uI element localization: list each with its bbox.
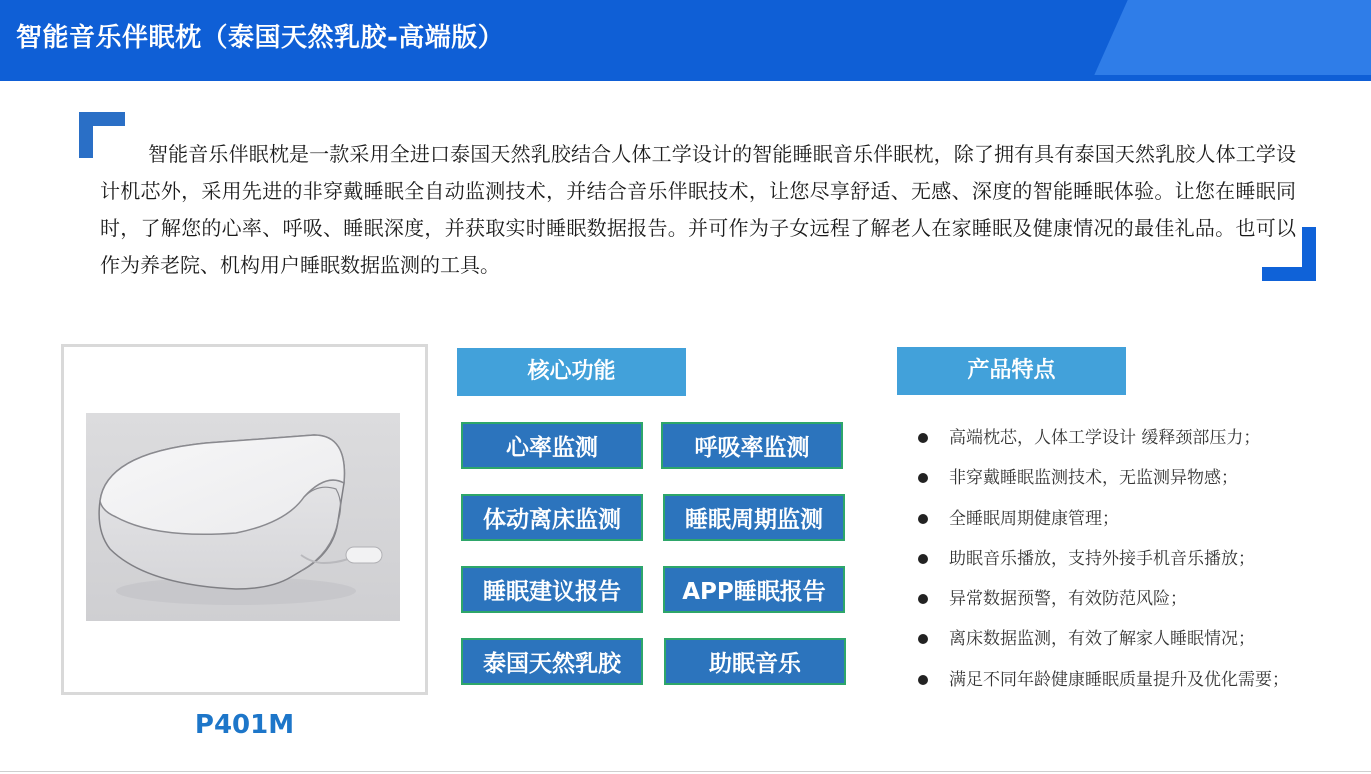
feature-text: 全睡眠周期健康管理； [949, 508, 1119, 529]
pillow-illustration [86, 413, 400, 621]
product-image [86, 413, 400, 621]
list-item [918, 499, 1289, 539]
list-item [918, 539, 1289, 579]
core-function-box [663, 566, 845, 613]
list-item [918, 579, 1289, 619]
bullet-dot-icon [918, 634, 928, 644]
core-function-label: 呼吸率监测 [694, 435, 810, 461]
features-list [918, 418, 1289, 700]
bullet-dot-icon [918, 554, 928, 564]
core-function-box [461, 638, 643, 685]
core-function-box [663, 494, 845, 541]
feature-text: 非穿戴睡眠监测技术，无监测异物感； [949, 468, 1238, 489]
list-item [918, 619, 1289, 659]
core-function-label: 体动离床监测 [483, 507, 621, 533]
product-model: P401M [194, 710, 295, 740]
core-function-label: 泰国天然乳胶 [483, 651, 621, 677]
bullet-dot-icon [918, 433, 928, 443]
list-item [918, 418, 1289, 458]
core-function-label: APP睡眠报告 [682, 579, 826, 605]
bullet-dot-icon [918, 594, 928, 604]
product-features-title: 产品特点 [897, 347, 1126, 395]
feature-text: 异常数据预警，有效防范风险； [949, 589, 1187, 610]
feature-text: 满足不同年龄健康睡眠质量提升及优化需要； [949, 669, 1289, 690]
core-function-box [461, 494, 643, 541]
core-functions-title: 核心功能 [457, 348, 686, 396]
page-title: 智能音乐伴眠枕（泰国天然乳胶-高端版） [16, 23, 505, 53]
quote-corner-bottom-right-vertical [1302, 227, 1316, 281]
bullet-dot-icon [918, 675, 928, 685]
intro-paragraph: 智能音乐伴眠枕是一款采用全进口泰国天然乳胶结合人体工学设计的智能睡眠音乐伴眠枕，除了拥有具有泰国天然乳胶人体工学设计机芯外，采用先进的非穿戴睡眠全自动监测技术，并结合音乐伴眠技术，让您尽享舒适、无感、深度的智能睡眠体验。让您在睡眠同时，了解您的心率、呼吸、睡眠深度，并获取实时睡眠数据报告。并可作为子女远程了解老人在家睡眠及健康情况的最佳礼品。也可以作为养老院、机构用户睡眠数据监测的工具。 [100, 142, 1296, 277]
quote-corner-top-left-vertical [79, 112, 93, 158]
feature-text: 助眠音乐播放，支持外接手机音乐播放； [949, 548, 1255, 569]
bullet-dot-icon [918, 473, 928, 483]
core-function-label: 助眠音乐 [709, 651, 801, 677]
core-function-label: 心率监测 [506, 435, 598, 461]
bullet-dot-icon [918, 514, 928, 524]
list-item [918, 458, 1289, 498]
header-accent-stripe [1094, 0, 1371, 75]
core-function-label: 睡眠周期监测 [685, 507, 823, 533]
list-item [918, 660, 1289, 700]
core-function-box [661, 422, 843, 469]
core-function-label: 睡眠建议报告 [483, 579, 621, 605]
header-bar [0, 0, 1371, 81]
core-function-box [461, 566, 643, 613]
core-function-box [664, 638, 846, 685]
core-function-box [461, 422, 643, 469]
feature-text: 高端枕芯，人体工学设计 缓释颈部压力； [949, 428, 1261, 448]
feature-text: 离床数据监测，有效了解家人睡眠情况； [949, 629, 1255, 650]
bottom-divider [0, 771, 1371, 772]
